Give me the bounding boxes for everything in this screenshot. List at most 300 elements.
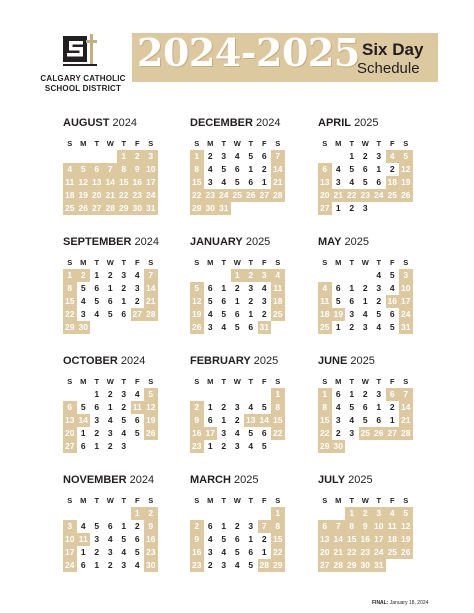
month-title xyxy=(63,474,163,488)
weekday-header-row xyxy=(63,494,163,507)
school-day-cell: 1 xyxy=(332,321,346,334)
month-day-grid xyxy=(63,150,163,228)
non-school-day-cell: 7 xyxy=(104,163,118,176)
weekday-header: S xyxy=(403,258,409,267)
non-school-day-cell: 17 xyxy=(144,176,158,189)
weekday-header: F xyxy=(134,496,140,505)
non-school-day-cell: 2 xyxy=(77,269,91,282)
school-day-cell: 4 xyxy=(231,559,245,572)
school-day-cell: 1 xyxy=(217,282,231,295)
school-day-cell: 3 xyxy=(90,533,104,546)
school-day-cell: 1 xyxy=(359,295,373,308)
weekday-header-row xyxy=(318,256,418,269)
school-day-cell: 2 xyxy=(359,150,373,163)
non-school-day-cell: 11 xyxy=(271,282,285,295)
weekday-header-row xyxy=(63,137,163,150)
non-school-day-cell: 22 xyxy=(271,427,285,440)
month-title xyxy=(190,355,290,369)
weekday-header: M xyxy=(80,139,87,148)
weekday-header: M xyxy=(207,258,214,267)
school-day-cell: 2 xyxy=(359,388,373,401)
school-day-cell: 6 xyxy=(244,176,258,189)
non-school-day-cell: 13 xyxy=(318,533,332,546)
weekday-header: T xyxy=(94,377,100,386)
school-day-cell: 3 xyxy=(217,150,231,163)
month-march xyxy=(190,474,290,585)
school-day-cell: 4 xyxy=(77,295,91,308)
school-day-cell: 4 xyxy=(131,559,145,572)
school-day-cell: 3 xyxy=(359,202,373,215)
month-title xyxy=(318,236,418,250)
school-day-cell: 2 xyxy=(332,427,346,440)
month-day-grid xyxy=(318,150,418,228)
non-school-day-cell: 24 xyxy=(63,559,77,572)
school-day-cell: 5 xyxy=(386,269,400,282)
non-school-day-cell: 19 xyxy=(399,533,413,546)
non-school-day-cell: 27 xyxy=(63,440,77,453)
weekday-header: S xyxy=(322,377,328,386)
school-day-cell: 3 xyxy=(244,520,258,533)
non-school-day-cell: 3 xyxy=(63,520,77,533)
non-school-day-cell: 23 xyxy=(190,440,204,453)
school-day-cell: 4 xyxy=(131,269,145,282)
weekday-header: M xyxy=(335,496,342,505)
weekday-header: S xyxy=(403,377,409,386)
non-school-day-cell: 9 xyxy=(190,414,204,427)
school-day-cell: 4 xyxy=(244,440,258,453)
weekday-header: T xyxy=(221,258,227,267)
month-title xyxy=(63,355,163,369)
school-day-cell: 1 xyxy=(104,282,118,295)
school-day-cell: 3 xyxy=(217,427,231,440)
non-school-day-cell: 14 xyxy=(332,533,346,546)
month-year: 2024 xyxy=(256,117,281,129)
non-school-day-cell: 1 xyxy=(318,388,332,401)
school-day-cell: 3 xyxy=(204,546,218,559)
weekday-header: T xyxy=(376,258,382,267)
weekday-header: T xyxy=(121,139,127,148)
non-school-day-cell: 21 xyxy=(271,176,285,189)
month-name: JULY xyxy=(318,474,346,486)
non-school-day-cell: 28 xyxy=(144,308,158,321)
district-name-line1: CALGARY CATHOLIC xyxy=(40,74,126,83)
school-day-cell: 3 xyxy=(231,440,245,453)
non-school-day-cell: 20 xyxy=(318,546,332,559)
weekday-header: S xyxy=(403,496,409,505)
school-day-cell: 5 xyxy=(345,401,359,414)
school-day-cell: 1 xyxy=(90,388,104,401)
weekday-header: W xyxy=(361,258,369,267)
school-day-cell: 3 xyxy=(104,546,118,559)
weekday-header: F xyxy=(389,139,395,148)
school-day-cell: 6 xyxy=(117,308,131,321)
non-school-day-cell: 1 xyxy=(190,150,204,163)
weekday-header: F xyxy=(389,258,395,267)
school-day-cell: 6 xyxy=(204,282,218,295)
school-day-cell: 2 xyxy=(90,427,104,440)
month-title xyxy=(190,117,290,131)
school-day-cell: 5 xyxy=(244,559,258,572)
school-day-cell: 6 xyxy=(244,546,258,559)
title-schedule: Schedule xyxy=(357,60,420,77)
non-school-day-cell: 14 xyxy=(271,163,285,176)
school-day-cell: 3 xyxy=(104,427,118,440)
school-day-cell: 3 xyxy=(90,414,104,427)
school-day-cell: 2 xyxy=(258,163,272,176)
non-school-day-cell: 2 xyxy=(190,401,204,414)
school-day-cell: 3 xyxy=(345,427,359,440)
weekday-header: W xyxy=(233,496,241,505)
non-school-day-cell: 12 xyxy=(77,176,91,189)
weekday-header: S xyxy=(322,258,328,267)
school-day-cell: 2 xyxy=(204,559,218,572)
non-school-day-cell: 8 xyxy=(271,401,285,414)
non-school-day-cell: 24 xyxy=(144,189,158,202)
school-day-cell: 1 xyxy=(204,440,218,453)
month-name: MAY xyxy=(318,236,342,248)
non-school-day-cell: 22 xyxy=(190,189,204,202)
school-day-cell: 2 xyxy=(386,163,400,176)
month-october xyxy=(63,355,163,466)
non-school-day-cell: 1 xyxy=(271,507,285,520)
month-november xyxy=(63,474,163,585)
weekday-header: M xyxy=(335,258,342,267)
school-day-cell: 4 xyxy=(131,388,145,401)
weekday-header: F xyxy=(261,496,267,505)
non-school-day-cell: 17 xyxy=(372,533,386,546)
school-day-cell: 1 xyxy=(231,295,245,308)
school-day-cell: 5 xyxy=(90,295,104,308)
month-title xyxy=(63,236,163,250)
school-day-cell: 5 xyxy=(386,321,400,334)
school-day-cell: 2 xyxy=(372,295,386,308)
month-title xyxy=(190,474,290,488)
school-day-cell: 6 xyxy=(90,401,104,414)
weekday-header: M xyxy=(207,496,214,505)
non-school-day-cell: 27 xyxy=(386,427,400,440)
school-day-cell: 6 xyxy=(231,308,245,321)
weekday-header-row xyxy=(318,494,418,507)
weekday-header-row xyxy=(190,494,290,507)
school-day-cell: 5 xyxy=(359,176,373,189)
non-school-day-cell: 8 xyxy=(117,163,131,176)
school-day-cell: 1 xyxy=(117,520,131,533)
school-day-cell: 5 xyxy=(372,308,386,321)
school-day-cell: 1 xyxy=(332,202,346,215)
school-day-cell: 5 xyxy=(117,533,131,546)
non-school-day-cell: 24 xyxy=(372,189,386,202)
non-school-day-cell: 14 xyxy=(144,282,158,295)
non-school-day-cell: 29 xyxy=(63,321,77,334)
non-school-day-cell: 30 xyxy=(204,202,218,215)
school-day-cell: 4 xyxy=(372,269,386,282)
weekday-header: T xyxy=(376,496,382,505)
non-school-day-cell: 18 xyxy=(386,176,400,189)
school-day-cell: 3 xyxy=(244,282,258,295)
non-school-day-cell: 5 xyxy=(144,388,158,401)
weekday-header: T xyxy=(376,377,382,386)
non-school-day-cell: 2 xyxy=(144,507,158,520)
non-school-day-cell: 6 xyxy=(63,401,77,414)
non-school-day-cell: 15 xyxy=(117,176,131,189)
weekday-header: T xyxy=(248,139,254,148)
weekday-header: M xyxy=(207,139,214,148)
non-school-day-cell: 5 xyxy=(399,507,413,520)
month-december xyxy=(190,117,290,228)
non-school-day-cell: 7 xyxy=(399,388,413,401)
non-school-day-cell: 4 xyxy=(318,282,332,295)
school-day-cell: 3 xyxy=(372,282,386,295)
weekday-header: F xyxy=(261,139,267,148)
school-day-cell: 3 xyxy=(204,321,218,334)
school-day-cell: 4 xyxy=(244,401,258,414)
weekday-header: W xyxy=(233,377,241,386)
school-day-cell: 2 xyxy=(345,202,359,215)
non-school-day-cell: 1 xyxy=(345,507,359,520)
school-day-cell: 5 xyxy=(217,308,231,321)
school-day-cell: 2 xyxy=(104,269,118,282)
month-name: MARCH xyxy=(190,474,231,486)
school-day-cell: 3 xyxy=(131,282,145,295)
month-day-grid xyxy=(63,269,163,347)
final-date-note xyxy=(372,600,428,606)
non-school-day-cell: 7 xyxy=(258,520,272,533)
month-year: 2024 xyxy=(112,117,137,129)
non-school-day-cell: 4 xyxy=(386,507,400,520)
school-day-cell: 1 xyxy=(204,401,218,414)
non-school-day-cell: 30 xyxy=(332,440,346,453)
non-school-day-cell: 27 xyxy=(131,308,145,321)
non-school-day-cell: 10 xyxy=(372,520,386,533)
weekday-header: T xyxy=(349,496,355,505)
school-day-cell: 5 xyxy=(231,321,245,334)
weekday-header: F xyxy=(134,258,140,267)
school-day-cell: 4 xyxy=(117,546,131,559)
non-school-day-cell: 6 xyxy=(386,388,400,401)
school-day-cell: 2 xyxy=(104,440,118,453)
school-day-cell: 1 xyxy=(117,295,131,308)
school-day-cell: 6 xyxy=(258,427,272,440)
school-day-cell: 6 xyxy=(217,295,231,308)
school-day-cell: 5 xyxy=(77,282,91,295)
non-school-day-cell: 15 xyxy=(318,414,332,427)
non-school-day-cell: 5 xyxy=(77,163,91,176)
non-school-day-cell: 18 xyxy=(63,189,77,202)
non-school-day-cell: 19 xyxy=(77,189,91,202)
school-day-cell: 2 xyxy=(231,520,245,533)
non-school-day-cell: 27 xyxy=(318,202,332,215)
non-school-day-cell: 10 xyxy=(399,282,413,295)
school-day-cell: 2 xyxy=(117,282,131,295)
school-day-cell: 4 xyxy=(117,427,131,440)
month-name: AUGUST xyxy=(63,117,110,129)
non-school-day-cell: 1 xyxy=(117,150,131,163)
non-school-day-cell: 25 xyxy=(386,189,400,202)
non-school-day-cell: 25 xyxy=(386,546,400,559)
school-day-cell: 5 xyxy=(244,150,258,163)
school-day-cell: 5 xyxy=(204,295,218,308)
month-day-grid xyxy=(63,388,163,466)
non-school-day-cell: 11 xyxy=(63,176,77,189)
month-year: 2025 xyxy=(350,355,375,367)
non-school-day-cell: 1 xyxy=(231,269,245,282)
month-day-grid xyxy=(190,269,290,347)
weekday-header: T xyxy=(121,496,127,505)
month-day-grid xyxy=(318,507,418,585)
weekday-header: S xyxy=(275,496,281,505)
non-school-day-cell: 5 xyxy=(190,282,204,295)
non-school-day-cell: 31 xyxy=(258,321,272,334)
school-day-cell: 3 xyxy=(117,388,131,401)
month-day-grid xyxy=(190,507,290,585)
non-school-day-cell: 29 xyxy=(190,202,204,215)
non-school-day-cell: 24 xyxy=(217,189,231,202)
non-school-day-cell: 12 xyxy=(399,163,413,176)
month-june xyxy=(318,355,418,466)
school-day-cell: 1 xyxy=(386,414,400,427)
non-school-day-cell: 31 xyxy=(144,202,158,215)
school-day-cell: 2 xyxy=(204,150,218,163)
non-school-day-cell: 29 xyxy=(117,202,131,215)
school-day-cell: 2 xyxy=(359,282,373,295)
weekday-header: T xyxy=(94,139,100,148)
school-day-cell: 4 xyxy=(359,308,373,321)
non-school-day-cell: 3 xyxy=(258,269,272,282)
school-day-cell: 6 xyxy=(204,520,218,533)
school-day-cell: 3 xyxy=(258,295,272,308)
school-day-cell: 6 xyxy=(345,295,359,308)
non-school-day-cell: 29 xyxy=(345,559,359,572)
non-school-day-cell: 5 xyxy=(399,150,413,163)
non-school-day-cell: 27 xyxy=(90,202,104,215)
non-school-day-cell: 22 xyxy=(318,427,332,440)
school-day-cell: 2 xyxy=(90,546,104,559)
school-day-cell: 4 xyxy=(345,414,359,427)
weekday-header-row xyxy=(190,137,290,150)
non-school-day-cell: 31 xyxy=(372,559,386,572)
school-day-cell: 5 xyxy=(231,546,245,559)
school-day-cell: 1 xyxy=(345,282,359,295)
school-day-cell: 5 xyxy=(345,163,359,176)
non-school-day-cell: 16 xyxy=(131,176,145,189)
non-school-day-cell: 3 xyxy=(399,269,413,282)
non-school-day-cell: 23 xyxy=(190,559,204,572)
non-school-day-cell: 28 xyxy=(271,189,285,202)
non-school-day-cell: 1 xyxy=(63,269,77,282)
non-school-day-cell: 13 xyxy=(63,414,77,427)
school-day-cell: 6 xyxy=(90,282,104,295)
non-school-day-cell: 12 xyxy=(144,401,158,414)
weekday-header: S xyxy=(403,139,409,148)
weekday-header: M xyxy=(207,377,214,386)
non-school-day-cell: 10 xyxy=(144,163,158,176)
month-year: 2025 xyxy=(348,474,373,486)
non-school-day-cell: 20 xyxy=(318,189,332,202)
non-school-day-cell: 9 xyxy=(359,520,373,533)
weekday-header: S xyxy=(67,377,73,386)
non-school-day-cell: 15 xyxy=(190,176,204,189)
school-day-cell: 4 xyxy=(204,533,218,546)
non-school-day-cell: 16 xyxy=(359,533,373,546)
school-day-cell: 4 xyxy=(231,427,245,440)
non-school-day-cell: 23 xyxy=(144,546,158,559)
school-day-cell: 5 xyxy=(104,308,118,321)
non-school-day-cell: 28 xyxy=(399,427,413,440)
school-day-cell: 1 xyxy=(217,414,231,427)
non-school-day-cell: 15 xyxy=(271,414,285,427)
non-school-day-cell: 8 xyxy=(318,401,332,414)
school-day-cell: 5 xyxy=(217,533,231,546)
non-school-day-cell: 1 xyxy=(271,388,285,401)
non-school-day-cell: 18 xyxy=(318,308,332,321)
non-school-day-cell: 12 xyxy=(190,295,204,308)
school-day-cell: 6 xyxy=(231,163,245,176)
weekday-header: T xyxy=(121,258,127,267)
month-april xyxy=(318,117,418,228)
district-name-line2: SCHOOL DISTRICT xyxy=(44,84,122,93)
school-day-cell: 6 xyxy=(372,176,386,189)
weekday-header: S xyxy=(148,377,154,386)
school-day-cell: 4 xyxy=(204,308,218,321)
weekday-header: S xyxy=(148,258,154,267)
school-day-cell: 4 xyxy=(258,282,272,295)
non-school-day-cell: 26 xyxy=(144,427,158,440)
school-day-cell: 5 xyxy=(90,520,104,533)
non-school-day-cell: 31 xyxy=(399,321,413,334)
month-year: 2024 xyxy=(134,236,160,248)
non-school-day-cell: 4 xyxy=(386,150,400,163)
non-school-day-cell: 30 xyxy=(359,559,373,572)
non-school-day-cell: 23 xyxy=(204,189,218,202)
school-day-cell: 6 xyxy=(131,533,145,546)
weekday-header: T xyxy=(221,377,227,386)
non-school-day-cell: 19 xyxy=(144,414,158,427)
month-july xyxy=(318,474,418,585)
month-title xyxy=(190,236,290,250)
weekday-header: S xyxy=(148,139,154,148)
non-school-day-cell: 9 xyxy=(144,520,158,533)
month-year: 2025 xyxy=(344,236,369,248)
non-school-day-cell: 21 xyxy=(332,546,346,559)
non-school-day-cell: 29 xyxy=(318,440,332,453)
school-day-cell: 3 xyxy=(332,176,346,189)
title-years: 2024-2025 xyxy=(137,30,360,75)
weekday-header: S xyxy=(322,139,328,148)
non-school-day-cell: 27 xyxy=(258,189,272,202)
school-day-cell: 6 xyxy=(359,163,373,176)
month-may xyxy=(318,236,418,347)
non-school-day-cell: 8 xyxy=(63,282,77,295)
weekday-header: T xyxy=(349,258,355,267)
school-day-cell: 2 xyxy=(104,559,118,572)
weekday-header: W xyxy=(233,139,241,148)
month-title xyxy=(318,355,418,369)
school-day-cell: 6 xyxy=(258,150,272,163)
non-school-day-cell: 9 xyxy=(190,533,204,546)
school-day-cell: 4 xyxy=(372,321,386,334)
weekday-header-row xyxy=(190,375,290,388)
non-school-day-cell: 16 xyxy=(190,427,204,440)
weekday-header: T xyxy=(376,139,382,148)
school-day-cell: 4 xyxy=(332,163,346,176)
non-school-day-cell: 2 xyxy=(359,507,373,520)
school-day-cell: 5 xyxy=(244,427,258,440)
non-school-day-cell: 4 xyxy=(63,163,77,176)
month-day-grid xyxy=(318,269,418,347)
weekday-header: W xyxy=(106,139,114,148)
school-day-cell: 2 xyxy=(244,295,258,308)
school-day-cell: 5 xyxy=(231,176,245,189)
